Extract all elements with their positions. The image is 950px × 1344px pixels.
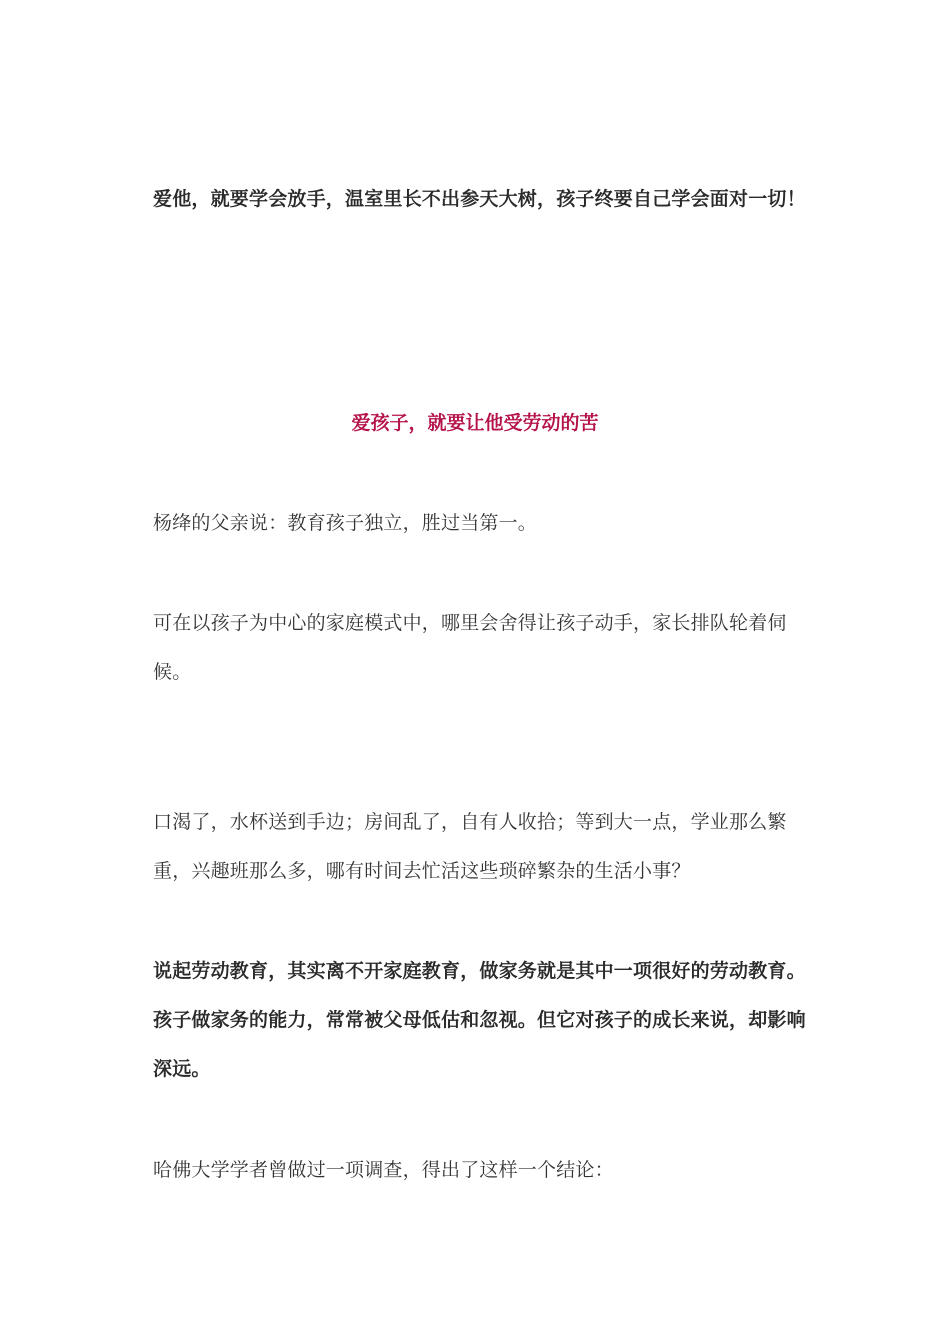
paragraph-child-centered-family: 可在以孩子为中心的家庭模式中，哪里会舍得让孩子动手，家长排队轮着伺候。	[153, 612, 787, 683]
paragraph-yang-jiang-father: 杨绛的父亲说：教育孩子独立，胜过当第一。	[153, 512, 538, 534]
paragraph-harvard-study: 哈佛大学学者曾做过一项调查，得出了这样一个结论：	[153, 1159, 614, 1181]
paragraph-labor-education: 说起劳动教育，其实离不开家庭教育，做家务就是其中一项很好的劳动教育。孩子做家务的能力，常常被父母低估和忽视。但它对孩子的成长来说，却影响深远。	[153, 960, 806, 1080]
section-heading: 爱孩子，就要让他受劳动的苦	[351, 412, 599, 434]
paragraph-daily-chores: 口渴了，水杯送到手边；房间乱了，自有人收拾；等到大一点，学业那么繁重，兴趣班那么多，哪有时间去忙活这些琐碎繁杂的生活小事？	[153, 811, 787, 882]
paragraph-let-go: 爱他，就要学会放手，温室里长不出参天大树，孩子终要自己学会面对一切！	[153, 188, 806, 210]
